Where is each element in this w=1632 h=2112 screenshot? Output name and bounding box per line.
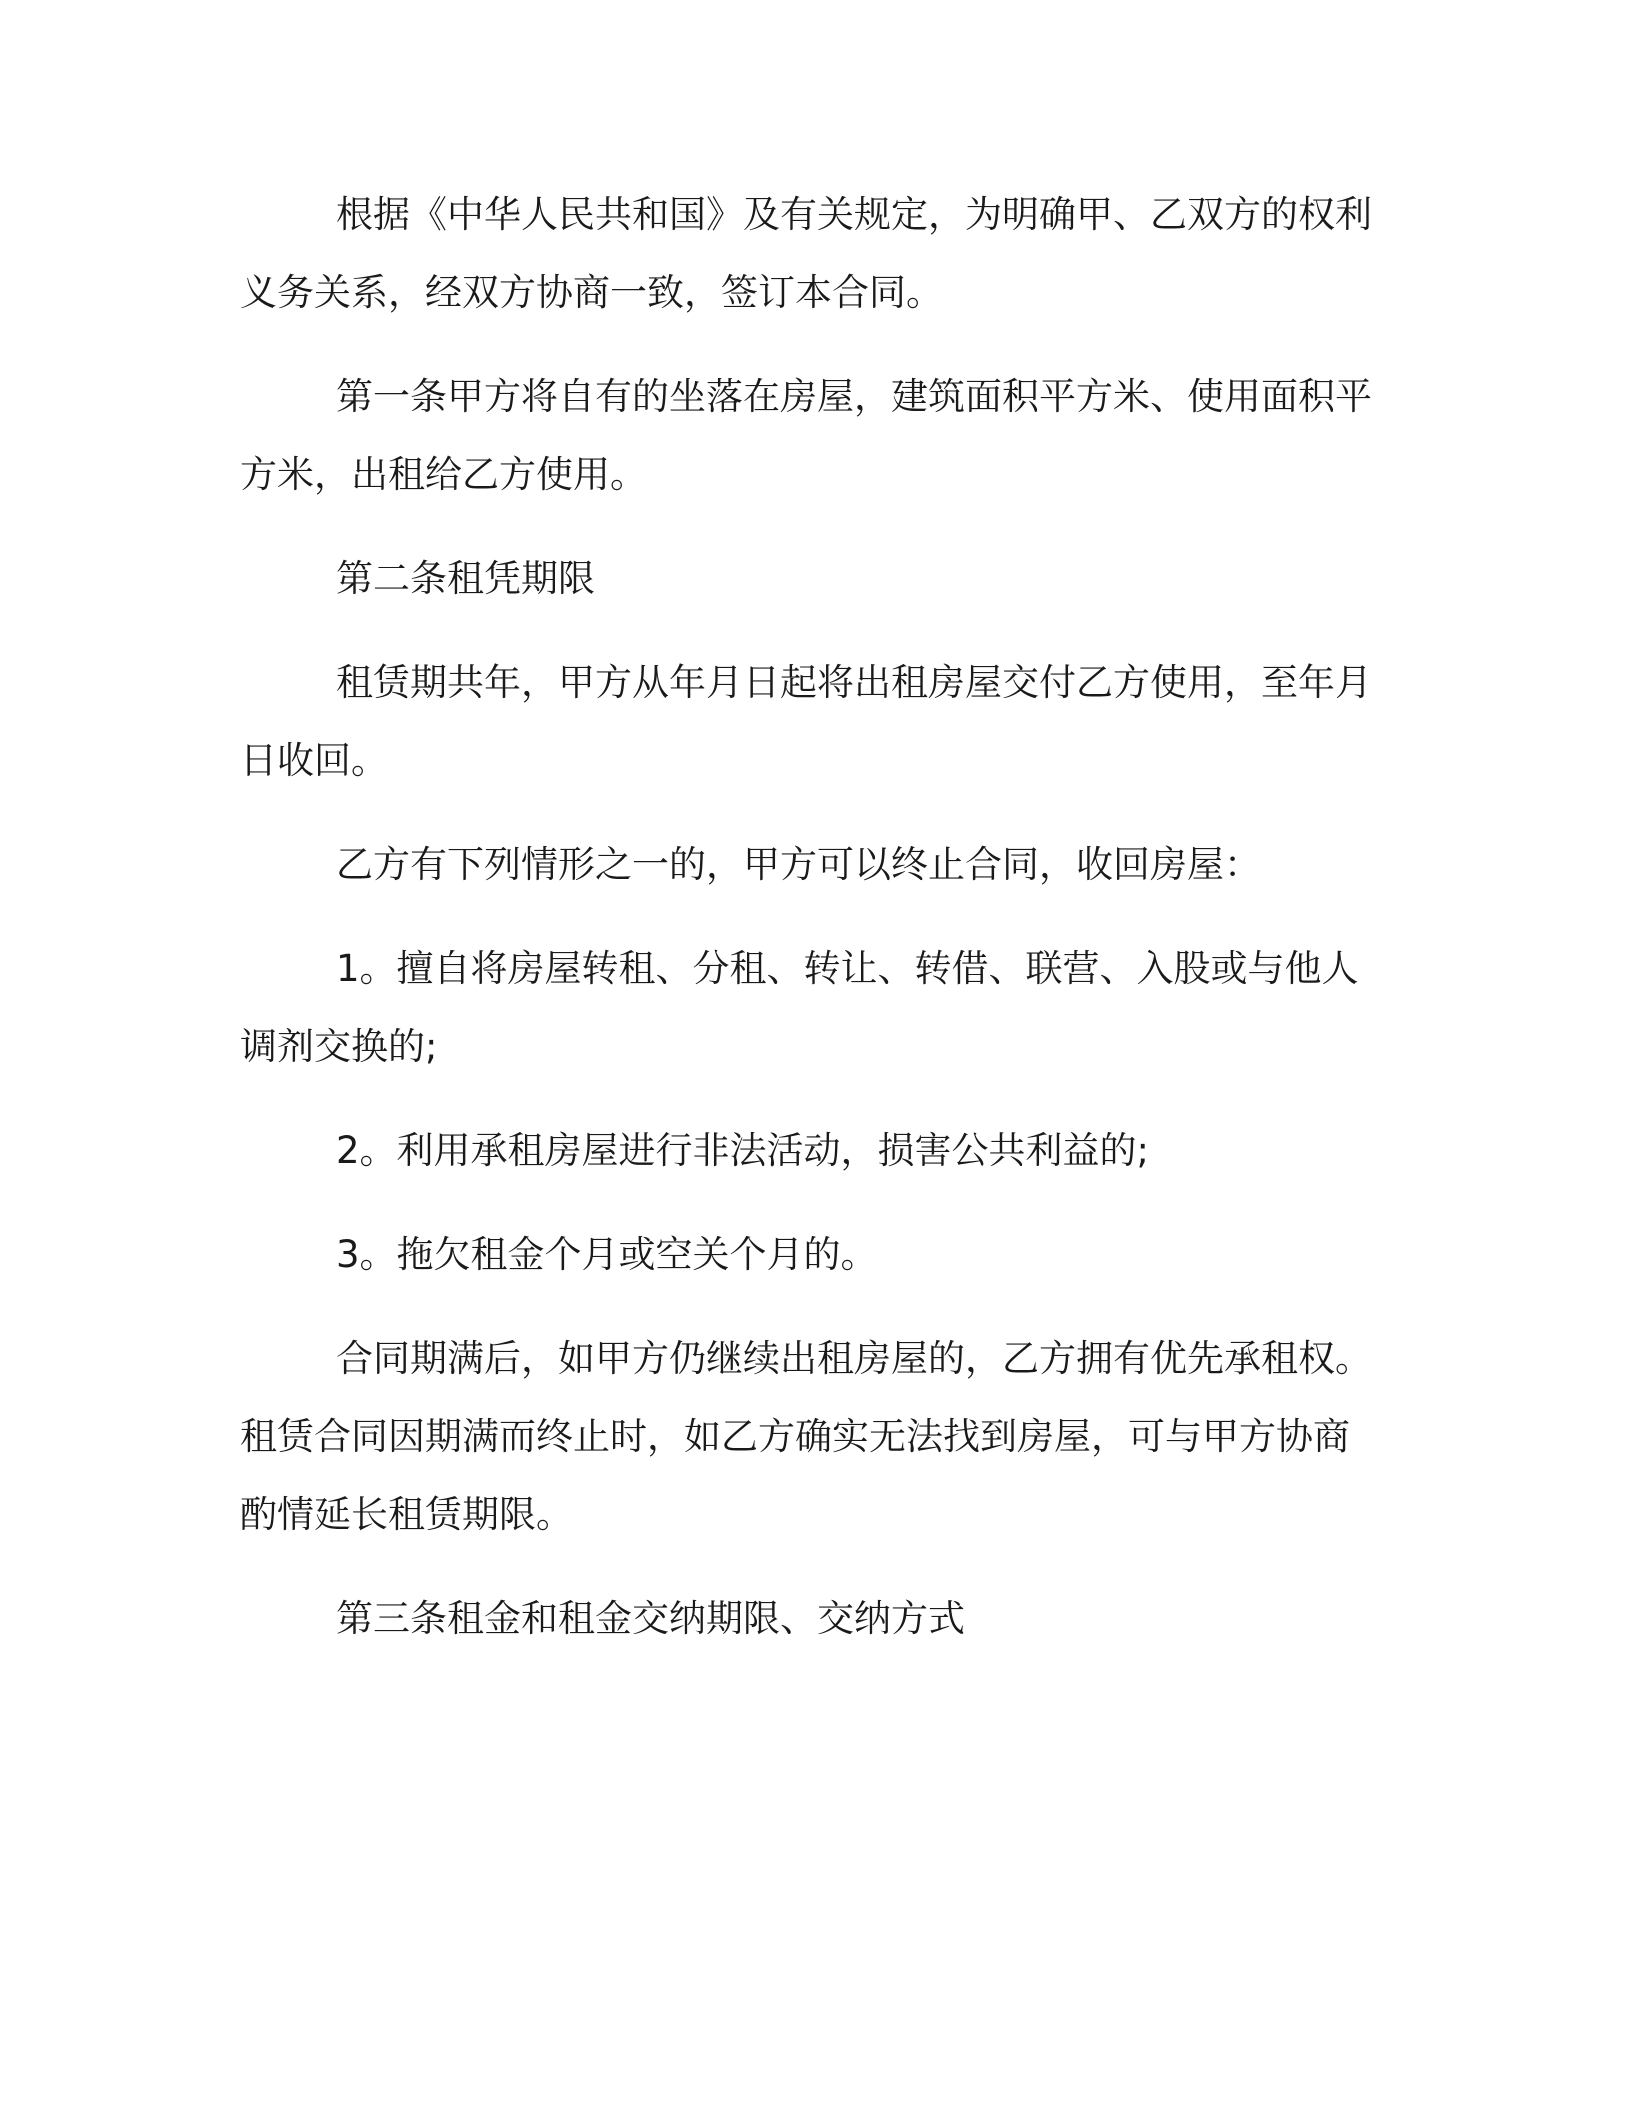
text-line: 调剂交换的; — [240, 1025, 438, 1068]
text-line: 方米，出租给乙方使用。 — [240, 453, 647, 496]
text-line: 乙方有下列情形之一的，甲方可以终止合同，收回房屋： — [336, 843, 1261, 886]
paragraph-article-1 — [240, 358, 1380, 514]
paragraph-item-1 — [240, 930, 1380, 1086]
paragraph-termination-intro — [240, 826, 1380, 904]
text-line: 租赁期共年，甲方从年月日起将出租房屋交付乙方使用，至年月 — [336, 661, 1372, 704]
paragraph-article-3-heading — [240, 1580, 1380, 1658]
text-line: 2。利用承租房屋进行非法活动，损害公共利益的; — [336, 1129, 1150, 1172]
text-line: 第三条租金和租金交纳期限、交纳方式 — [336, 1597, 965, 1640]
paragraph-preamble — [240, 176, 1380, 332]
paragraph-lease-term — [240, 644, 1380, 800]
document-body — [240, 176, 1380, 1684]
paragraph-item-2 — [240, 1112, 1380, 1190]
text-line: 租赁合同因期满而终止时，如乙方确实无法找到房屋，可与甲方协商 — [240, 1415, 1350, 1458]
text-line: 第一条甲方将自有的坐落在房屋，建筑面积平方米、使用面积平 — [336, 375, 1372, 418]
text-line: 酌情延长租赁期限。 — [240, 1493, 573, 1536]
text-line: 3。拖欠租金个月或空关个月的。 — [336, 1233, 878, 1276]
text-line: 日收回。 — [240, 739, 388, 782]
text-line: 1。擅自将房屋转租、分租、转让、转借、联营、入股或与他人 — [336, 947, 1359, 990]
text-line: 合同期满后，如甲方仍继续出租房屋的，乙方拥有优先承租权。 — [336, 1337, 1372, 1380]
text-line: 根据《中华人民共和国》及有关规定，为明确甲、乙双方的权利 — [336, 193, 1372, 236]
paragraph-item-3 — [240, 1216, 1380, 1294]
paragraph-article-2-heading — [240, 540, 1380, 618]
text-line: 第二条租凭期限 — [336, 557, 595, 600]
text-line: 义务关系，经双方协商一致，签订本合同。 — [240, 271, 943, 314]
paragraph-renewal — [240, 1320, 1380, 1554]
